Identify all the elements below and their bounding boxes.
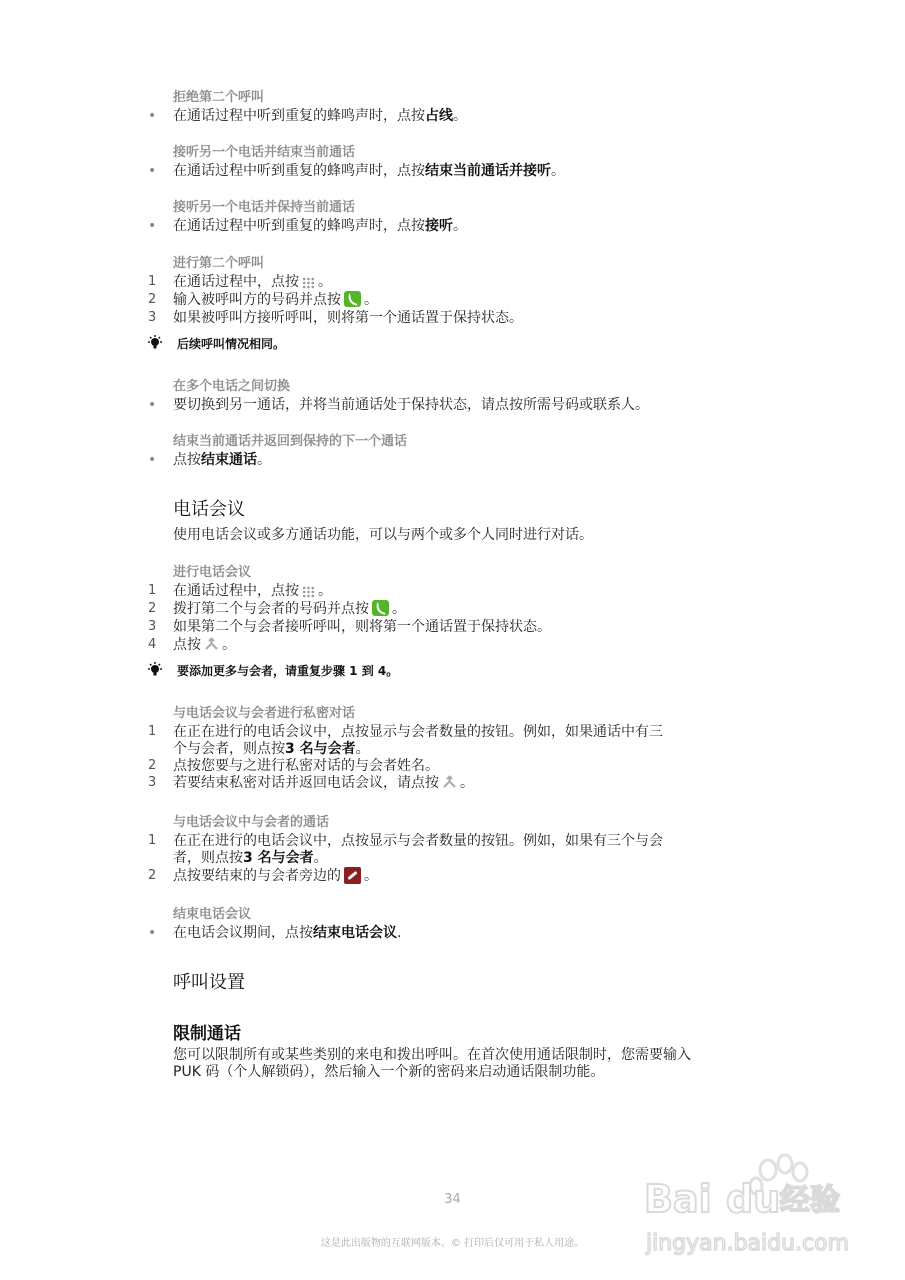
restrict-text-line-2: PUK 码（个人解锁码），然后输入一个新的密码来启动通话限制功能。 bbox=[173, 1064, 605, 1080]
merge-calls-icon bbox=[442, 775, 457, 790]
heading-end-return-held: 结束当前通话并返回到保持的下一个通话 bbox=[173, 434, 408, 449]
heading-answer-hold-current: 接听另一个电话并保持当前通话 bbox=[173, 200, 356, 215]
step-number: 2 bbox=[148, 292, 157, 307]
svg-text:Bai: Bai bbox=[644, 1177, 712, 1221]
release-step-1-line-1: 在正在进行的电话会议中，点按显示与会者数量的按钮。例如，如果有三个与会 bbox=[173, 833, 663, 849]
heading-release-participant: 与电话会议中与会者的通话 bbox=[173, 815, 330, 830]
bullet-marker: • bbox=[148, 108, 157, 124]
private-step-1-line-1: 在正在进行的电话会议中，点按显示与会者数量的按钮。例如，如果通话中有三 bbox=[173, 724, 663, 740]
bullet-marker: • bbox=[148, 218, 157, 234]
step-number: 1 bbox=[148, 724, 157, 739]
call-icon bbox=[344, 291, 361, 307]
step-number: 1 bbox=[148, 274, 157, 289]
step-number: 2 bbox=[148, 758, 157, 773]
tip-add-participants: 要添加更多与会者，请重复步骤 1 到 4。 bbox=[177, 664, 399, 678]
page-number: 34 bbox=[444, 1192, 461, 1207]
dialpad-icon bbox=[302, 277, 315, 289]
end-participant-call-icon bbox=[344, 867, 361, 884]
heading-private-conversation: 与电话会议与会者进行私密对话 bbox=[173, 706, 356, 721]
heading-answer-end-current: 接听另一个电话并结束当前通话 bbox=[173, 145, 356, 160]
step-number: 3 bbox=[148, 310, 157, 325]
conference-step-1: 在通话过程中，点按 。 bbox=[173, 583, 332, 599]
bullet-marker: • bbox=[148, 397, 157, 413]
second-call-step-3: 如果被呼叫方接听呼叫，则将第一个通话置于保持状态。 bbox=[173, 310, 523, 326]
release-step-1-line-2: 者，则点按3 名与会者。 bbox=[173, 850, 328, 866]
conference-step-4: 点按 。 bbox=[173, 637, 236, 653]
conference-step-2: 拨打第二个与会者的号码并点按 。 bbox=[173, 601, 406, 617]
baidu-jingyan-watermark-logo bbox=[640, 1150, 860, 1270]
footer-copyright: 这是此出版物的互联网版本。© 打印后仅可用于私人用途。 bbox=[320, 1238, 585, 1249]
private-step-1-line-2: 个与会者，则点按3 名与会者。 bbox=[173, 741, 370, 757]
heading-end-conference: 结束电话会议 bbox=[173, 907, 252, 922]
switch-instruction: 要切换到另一通话，并将当前通话处于保持状态，请点按所需号码或联系人。 bbox=[173, 397, 649, 413]
step-number: 1 bbox=[148, 833, 157, 848]
answer-hold-instruction: 在通话过程中听到重复的蜂鸣声时，点按接听。 bbox=[173, 218, 467, 234]
step-number: 1 bbox=[148, 583, 157, 598]
step-number: 2 bbox=[148, 601, 157, 616]
reject-instruction: 在通话过程中听到重复的蜂鸣声时，点按占线。 bbox=[173, 108, 467, 124]
section-title-call-settings: 呼叫设置 bbox=[173, 972, 245, 993]
conference-step-3: 如果第二个与会者接听呼叫，则将第一个通话置于保持状态。 bbox=[173, 619, 551, 635]
release-step-2: 点按要结束的与会者旁边的 。 bbox=[173, 868, 378, 884]
lightbulb-tip-icon bbox=[147, 335, 163, 351]
call-icon bbox=[372, 600, 389, 616]
heading-make-conference: 进行电话会议 bbox=[173, 565, 252, 580]
end-return-instruction: 点按结束通话。 bbox=[173, 452, 271, 468]
bullet-marker: • bbox=[148, 163, 157, 179]
tip-subsequent-calls: 后续呼叫情况相同。 bbox=[177, 337, 286, 351]
restrict-text-line-1: 您可以限制所有或某些类别的来电和拨出呼叫。在首次使用通话限制时，您需要输入 bbox=[173, 1047, 691, 1063]
heading-switch-calls: 在多个电话之间切换 bbox=[173, 379, 291, 394]
end-conference-instruction: 在电话会议期间，点按结束电话会议. bbox=[173, 925, 402, 941]
lightbulb-tip-icon bbox=[147, 662, 163, 678]
step-number: 3 bbox=[148, 619, 157, 634]
dialpad-icon bbox=[302, 586, 315, 598]
svg-text:du: du bbox=[726, 1177, 781, 1221]
bullet-marker: • bbox=[148, 452, 157, 468]
section-title-conference: 电话会议 bbox=[173, 499, 245, 520]
heading-reject-second-call: 拒绝第二个呼叫 bbox=[173, 90, 265, 105]
heading-make-second-call: 进行第二个呼叫 bbox=[173, 256, 265, 271]
merge-calls-icon bbox=[204, 637, 219, 652]
step-number: 2 bbox=[148, 868, 157, 883]
second-call-step-1: 在通话过程中，点按 。 bbox=[173, 274, 332, 290]
step-number: 3 bbox=[148, 775, 157, 790]
heading-restrict-calls: 限制通话 bbox=[173, 1024, 241, 1044]
svg-text:jingyan.baidu.com: jingyan.baidu.com bbox=[646, 1231, 850, 1256]
conference-intro: 使用电话会议或多方通话功能，可以与两个或多个人同时进行对话。 bbox=[173, 527, 593, 543]
step-number: 4 bbox=[148, 637, 157, 652]
second-call-step-2: 输入被呼叫方的号码并点按 。 bbox=[173, 292, 378, 308]
svg-text:经验: 经验 bbox=[780, 1183, 840, 1218]
answer-end-instruction: 在通话过程中听到重复的蜂鸣声时，点按结束当前通话并接听。 bbox=[173, 163, 565, 179]
private-step-2: 点按您要与之进行私密对话的与会者姓名。 bbox=[173, 758, 439, 774]
bullet-marker: • bbox=[148, 925, 157, 941]
private-step-3: 若要结束私密对话并返回电话会议，请点按 。 bbox=[173, 775, 474, 791]
